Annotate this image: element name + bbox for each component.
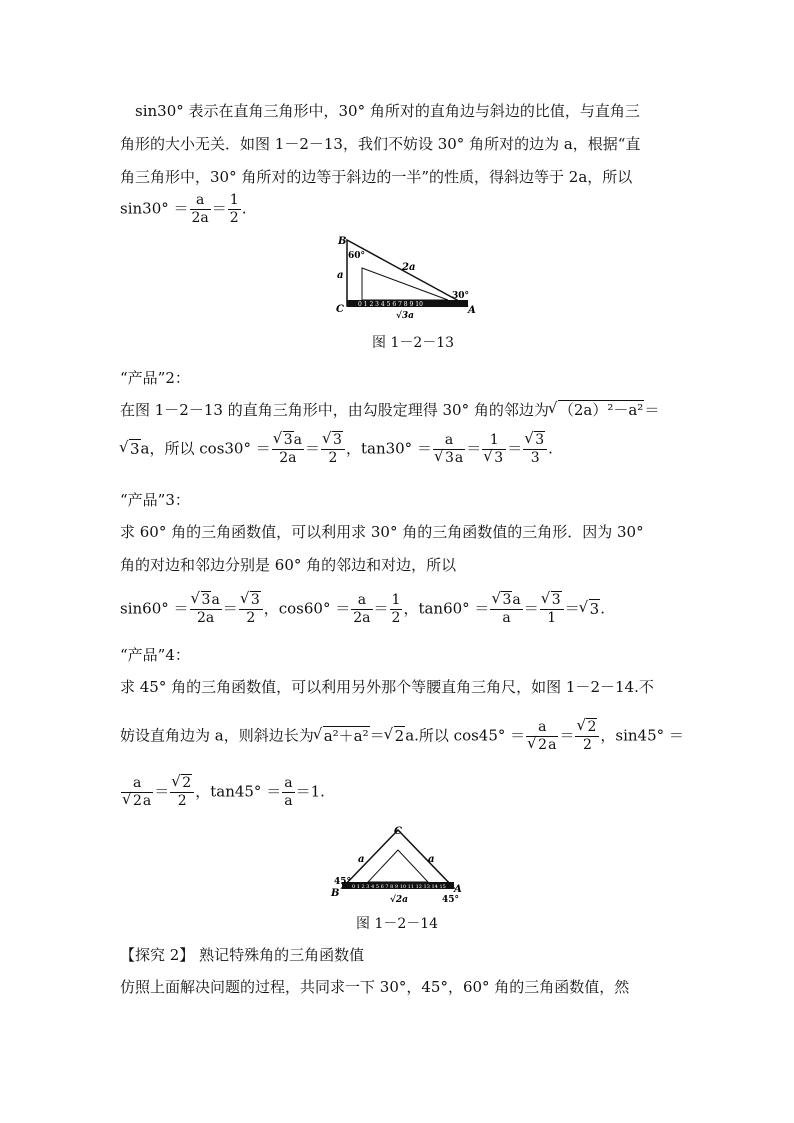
- fraction: [523, 432, 547, 467]
- numerator: [523, 432, 547, 450]
- label-B: B: [331, 888, 340, 899]
- ruler-ticks: 0 1 2 3 4 5 6 7 8 9 10: [358, 301, 423, 308]
- text: 妨设直角边为 a，则斜边长为: [120, 726, 314, 745]
- fraction: [228, 192, 241, 227]
- prod2-line2: [120, 432, 553, 467]
- equals: ＝: [373, 599, 389, 618]
- fraction: [526, 719, 558, 754]
- var: a: [293, 432, 303, 448]
- angle-45-right: 45°: [442, 895, 460, 905]
- radicand: 3: [494, 450, 504, 466]
- fraction: [321, 432, 345, 467]
- equals: ＝: [211, 199, 227, 218]
- numerator: [575, 719, 599, 737]
- numerator: [321, 432, 345, 450]
- prod3-line3: [120, 592, 605, 627]
- fraction: [239, 592, 263, 627]
- prod4-line1: 求 45° 角的三角函数值，可以利用另外那个等腰直角三角尺，如图 1－2－14.不: [120, 678, 654, 696]
- para1-line3: 角三角形中，30° 角所对的边等于斜边的一半”的性质，得斜边等于 2a，所以: [120, 168, 633, 186]
- prod2-title: “产品”2：: [120, 369, 190, 387]
- denominator: [526, 737, 558, 754]
- radicand: 3: [333, 432, 342, 448]
- equals: ＝: [466, 439, 482, 458]
- radicand: 2: [587, 719, 597, 735]
- fraction: [482, 432, 506, 467]
- numerator: a: [433, 432, 465, 450]
- para1-line2: 角形的大小无关．如图 1－2－13，我们不妨设 30° 角所对的边为 a，根据“直: [120, 135, 641, 153]
- text: ，tan60° ＝: [403, 599, 490, 618]
- denominator: 2: [246, 610, 256, 626]
- prod4-title: “产品”4：: [120, 646, 190, 664]
- denominator: [482, 450, 506, 467]
- equals: ＝: [559, 726, 575, 745]
- fraction: [190, 192, 211, 227]
- denominator: 2a: [197, 610, 215, 626]
- sqrt: [542, 592, 562, 609]
- period: .: [600, 599, 605, 618]
- var: a: [454, 450, 464, 466]
- label-C: C: [394, 826, 402, 837]
- radicand: 3: [535, 432, 545, 448]
- numerator: [272, 432, 304, 450]
- sqrt: [528, 737, 548, 754]
- sqrt: [525, 432, 545, 449]
- angle-45-left: 45°: [334, 877, 352, 887]
- denominator: 3: [530, 450, 540, 466]
- label-side-a-right: a: [428, 854, 435, 865]
- fraction: [170, 775, 194, 810]
- fraction: [282, 775, 294, 810]
- period: .: [241, 199, 247, 218]
- denominator: [121, 793, 153, 810]
- denominator: 2: [582, 737, 592, 753]
- fraction: [490, 592, 522, 627]
- sqrt: [120, 439, 141, 459]
- angle-60: 60°: [348, 251, 366, 261]
- prod3-line1: 求 60° 角的三角函数值，可以利用求 30° 角的三角函数值的三角形．因为 30°: [120, 523, 644, 541]
- fraction: [121, 775, 153, 810]
- ruler-ticks: 0 1 2 3 4 5 6 7 8 9 10 11 12 13 14 15: [352, 884, 446, 890]
- numerator: [540, 592, 564, 610]
- sqrt: [492, 592, 512, 609]
- prod4-line2: [120, 719, 684, 754]
- period: .: [548, 439, 553, 458]
- denominator: 2: [328, 450, 338, 466]
- text: sin60° ＝: [120, 599, 189, 618]
- figure-1-2-13: [330, 232, 480, 322]
- angle-30: 30°: [452, 291, 470, 301]
- radicand: 3: [201, 592, 211, 608]
- numerator: a: [121, 775, 153, 793]
- radicand: （2a）²－a²: [558, 401, 644, 419]
- figure-1-2-14-caption: 图 1－2－14: [356, 916, 439, 932]
- radicand: a²＋a²: [323, 726, 369, 745]
- sqrt: [385, 726, 406, 746]
- explore2-title: 【探究 2】 熟记特殊角的三角函数值: [120, 946, 365, 964]
- label-base: √2a: [390, 895, 409, 905]
- equals: ＝: [523, 599, 539, 618]
- numerator: 1: [391, 592, 401, 608]
- denominator: 2a: [279, 450, 297, 466]
- text: a，所以 cos30° ＝: [140, 439, 271, 458]
- sqrt: [274, 432, 294, 449]
- equals: ＝: [222, 599, 238, 618]
- prod4-line3: [120, 775, 325, 810]
- fraction: [433, 432, 465, 467]
- prod3-title: “产品”3：: [120, 491, 190, 509]
- numerator: 1: [482, 432, 506, 450]
- text: ，sin45° ＝: [600, 726, 684, 745]
- numerator: [490, 592, 522, 610]
- text: ，tan45° ＝: [195, 782, 282, 801]
- radicand: 2: [182, 775, 192, 791]
- fraction: [390, 592, 403, 627]
- var: a: [211, 592, 220, 608]
- fraction: [575, 719, 599, 754]
- label-B: B: [338, 236, 347, 247]
- sqrt: [192, 592, 212, 609]
- label-side-a: a: [337, 270, 344, 281]
- denominator: 2: [391, 610, 401, 626]
- numerator: a: [190, 192, 211, 210]
- label-A: A: [454, 884, 462, 895]
- denominator: 2a: [353, 610, 371, 626]
- radicand: 3: [589, 599, 600, 618]
- label-base: √3a: [396, 311, 415, 321]
- result: 1.: [310, 782, 325, 801]
- para1-line1: sin30° 表示在直角三角形中，30° 角所对的直角边与斜边的比值，与直角三: [135, 102, 640, 120]
- sqrt: [314, 726, 370, 746]
- equals: ＝: [369, 726, 385, 745]
- numerator: a: [284, 775, 293, 791]
- radicand: 3: [551, 592, 561, 608]
- text: a.所以 cos45° ＝: [405, 726, 526, 745]
- numerator: 1: [229, 192, 239, 208]
- sqrt: [435, 450, 455, 467]
- radicand: 3: [444, 450, 454, 466]
- label-hypotenuse: 2a: [402, 262, 416, 273]
- explore2-line1: 仿照上面解决问题的过程，共同求一下 30°，45°，60° 角的三角函数值，然: [120, 978, 630, 996]
- radicand: 3: [130, 439, 140, 458]
- prod2-line1: [120, 400, 659, 420]
- figure-1-2-13-caption: 图 1－2－13: [372, 335, 455, 351]
- equals: ＝: [644, 401, 660, 419]
- equals: ＝: [154, 782, 170, 801]
- var: a: [512, 592, 521, 608]
- radicand: 3: [250, 592, 260, 608]
- denominator: a: [284, 793, 293, 809]
- figure-1-2-14: [328, 822, 468, 908]
- radicand: 3: [502, 592, 512, 608]
- denominator: [433, 450, 465, 467]
- fraction: [540, 592, 564, 627]
- sqrt: [577, 719, 597, 736]
- denominator: 2a: [191, 210, 209, 226]
- text: ，cos60° ＝: [263, 599, 351, 618]
- fraction: [190, 592, 222, 627]
- label-side-a-left: a: [358, 854, 365, 865]
- var: a: [142, 793, 152, 809]
- sqrt: [172, 775, 192, 792]
- denominator: 2: [229, 210, 239, 226]
- numerator: [190, 592, 222, 610]
- fraction: [272, 432, 304, 467]
- numerator: a: [526, 719, 558, 737]
- fraction: [351, 592, 372, 627]
- sqrt: [241, 592, 261, 609]
- equals: ＝: [507, 439, 523, 458]
- radicand: 2: [394, 726, 405, 745]
- radicand: 3: [283, 432, 293, 448]
- denominator: 1: [547, 610, 557, 626]
- radicand: 2: [133, 793, 142, 809]
- prod3-line2: 角的对边和邻边分别是 60° 角的邻边和对边，所以: [120, 556, 457, 574]
- text: ，tan30° ＝: [345, 439, 432, 458]
- sqrt: [549, 400, 644, 420]
- sqrt: [123, 793, 143, 810]
- sqrt: [484, 450, 504, 467]
- text: 在图 1－2－13 的直角三角形中，由勾股定理得 30° 角的邻边为: [120, 401, 549, 419]
- label-A: A: [468, 305, 476, 316]
- equals: ＝: [295, 782, 311, 801]
- var: a: [548, 737, 557, 753]
- numerator: [239, 592, 263, 610]
- label-C: C: [336, 304, 344, 315]
- numerator: a: [351, 592, 372, 610]
- sqrt: [323, 432, 343, 449]
- denominator: 2: [177, 793, 187, 809]
- equals: ＝: [564, 599, 580, 618]
- sqrt: [580, 599, 601, 619]
- denominator: a: [502, 610, 511, 626]
- equals: ＝: [305, 439, 321, 458]
- radicand: 2: [538, 737, 548, 753]
- para1-line4: [120, 192, 247, 227]
- numerator: [170, 775, 194, 793]
- sin30-prefix: sin30° ＝: [120, 199, 189, 218]
